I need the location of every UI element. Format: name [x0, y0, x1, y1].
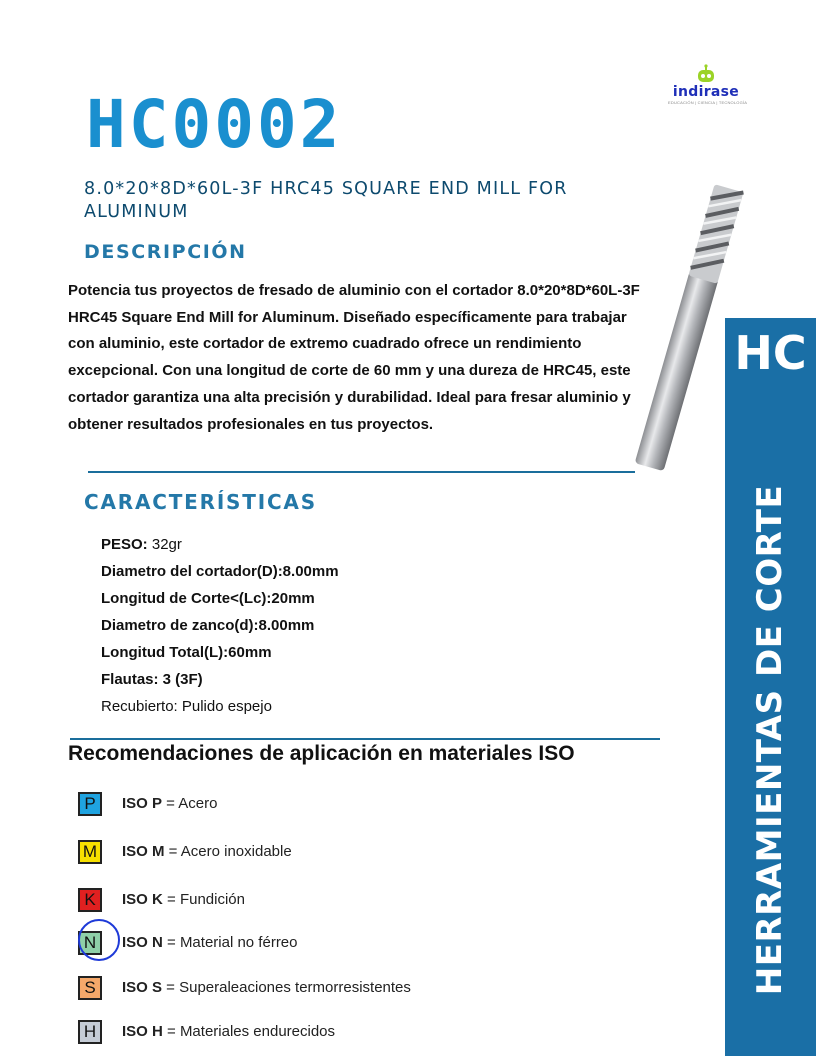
iso-heading: Recomendaciones de aplicación en materiales ISO	[68, 742, 575, 765]
logo-wordmark: indirase	[672, 84, 740, 100]
iso-k-code: ISO K	[122, 891, 163, 908]
description-text: Potencia tus proyectos de fresado de aluminio con el cortador 8.0*20*8D*60L-3F HRC45 Square End Mill for Aluminum. Diseñado específicamente para trabajar con aluminio, este cortador de extremo cuadrado ofrece un rendimiento excepcional. Con una longitud de corte de 60 mm y una dureza de HRC45, este cortador garantiza una alta precisión y durabilidad. Ideal para fresar aluminio y obtener resultados profesionales en tus proyectos.	[68, 282, 640, 433]
iso-h-text	[122, 1021, 335, 1043]
iso-m-text	[122, 841, 292, 863]
feature-item: Longitud Total(L):60mm	[101, 644, 272, 661]
iso-s-code: ISO S	[122, 979, 163, 996]
iso-n-desc: = Material no férreo	[162, 934, 298, 951]
characteristics-list	[101, 531, 339, 720]
product-name: 8.0*20*8D*60L-3F HRC45 SQUARE END MILL FOR ALUMINUM	[84, 179, 568, 222]
feature-item: Flautas: 3 (3F)	[101, 671, 203, 688]
feature-item: Longitud de Corte<(Lc):20mm	[101, 590, 315, 607]
iso-p-badge: P	[78, 792, 102, 816]
iso-k-badge: K	[78, 888, 102, 912]
iso-s-desc: = Superaleaciones termorresistentes	[162, 979, 411, 996]
iso-row-k	[78, 888, 498, 914]
iso-m-desc: = Acero inoxidable	[164, 843, 292, 860]
iso-h-desc: = Materiales endurecidos	[162, 1023, 336, 1040]
iso-k-desc: = Fundición	[162, 891, 245, 908]
robot-logo-icon	[668, 64, 744, 86]
brand-logo	[668, 64, 748, 106]
iso-m-badge: M	[78, 840, 102, 864]
description-heading: DESCRIPCIÓN	[84, 241, 247, 263]
iso-m-code: ISO M	[122, 843, 165, 860]
feature-item: Diametro del cortador(D):8.00mm	[101, 563, 339, 580]
iso-row-m	[78, 840, 498, 866]
category-abbr: HC	[734, 326, 807, 380]
iso-p-desc: = Acero	[162, 795, 218, 812]
feature-weight	[101, 531, 339, 558]
iso-h-code: ISO H	[122, 1023, 163, 1040]
iso-row-n	[78, 931, 498, 957]
divider-2	[70, 738, 660, 740]
iso-n-badge: N	[78, 931, 102, 955]
divider-1	[88, 471, 635, 473]
iso-s-text	[122, 977, 411, 999]
product-code: HC0002	[86, 86, 343, 163]
iso-p-code: ISO P	[122, 795, 163, 812]
category-sidebar	[725, 318, 816, 1056]
characteristics-heading: CARACTERÍSTICAS	[84, 490, 317, 514]
iso-p-text	[122, 793, 217, 815]
iso-n-text	[122, 932, 298, 954]
iso-row-s	[78, 976, 498, 1002]
cursor-highlight	[78, 919, 120, 961]
iso-s-badge: S	[78, 976, 102, 1000]
iso-n-code: ISO N	[122, 934, 163, 951]
iso-row-h	[78, 1020, 498, 1046]
weight-value: 32gr	[147, 536, 182, 553]
category-label: HERRAMIENTAS DE CORTE	[750, 484, 790, 996]
iso-row-p	[78, 792, 498, 818]
feature-coating: Recubierto: Pulido espejo	[101, 698, 272, 715]
logo-tagline: EDUCACIÓN | CIENCIA | TECNOLOGÍA	[668, 100, 748, 105]
iso-k-text	[122, 889, 245, 911]
iso-h-badge: H	[78, 1020, 102, 1044]
weight-label: PESO:	[101, 536, 148, 553]
feature-item: Diametro de zanco(d):8.00mm	[101, 617, 315, 634]
